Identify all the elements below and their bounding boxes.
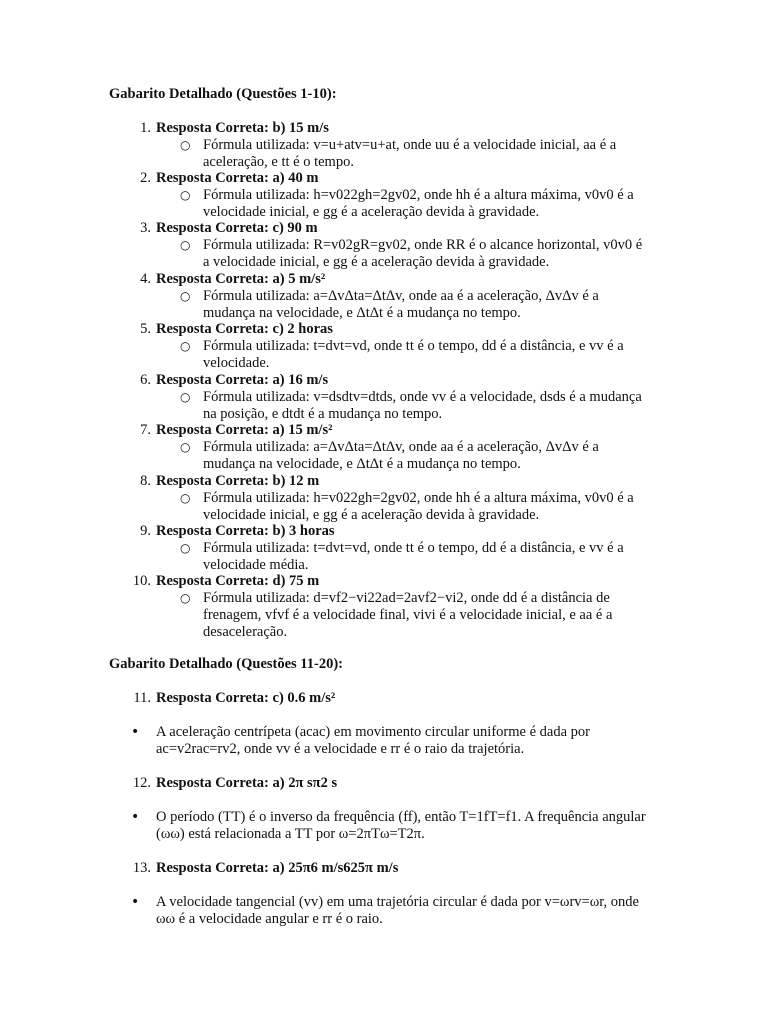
circle-bullet-icon: ○: [180, 440, 191, 454]
dot-bullet-icon: •: [131, 894, 140, 910]
item-number: 10.: [132, 573, 151, 589]
detail: [180, 137, 650, 171]
circle-bullet-icon: ○: [180, 390, 191, 404]
item-number: 11.: [133, 690, 151, 706]
section-heading-2: Gabarito Detalhado (Questões 11-20):: [109, 656, 343, 672]
circle-bullet-icon: ○: [180, 188, 191, 202]
detail-text: Fórmula utilizada: a=ΔvΔta=ΔtΔv, onde aa é a aceleração, ΔvΔv é a mudança na velocidade, e ΔtΔt é a mudança no tempo.: [203, 439, 599, 472]
bullet-text: O período (TT) é o inverso da frequência (ff), então T=1fT=f1. A frequência angular (ωω) está relacionada a TT por ω=2πTω=T2π.: [156, 809, 646, 842]
detail-text: Fórmula utilizada: d=vf2−vi22ad=2avf2−vi2, onde dd é a distância de frenagem, vfvf é a velocidade final, vivi é a velocidade inicial, e aa é a desaceleração.: [203, 590, 613, 640]
detail: [180, 288, 650, 322]
detail-text: Fórmula utilizada: a=ΔvΔta=ΔtΔv, onde aa é a aceleração, ΔvΔv é a mudança na velocidade, e ΔtΔt é a mudança no tempo.: [203, 288, 599, 321]
detail-text: Fórmula utilizada: h=v022gh=2gv02, onde hh é a altura máxima, v0v0 é a velocidade inicial, e gg é a aceleração devida à gravidade.: [203, 490, 634, 523]
answer-label: Resposta Correta: a) 40 m: [156, 170, 319, 186]
answer-label: Resposta Correta: b) 15 m/s: [156, 120, 329, 136]
circle-bullet-icon: ○: [180, 138, 191, 152]
detail: [180, 237, 650, 271]
detail-text: Fórmula utilizada: R=v02gR=gv02, onde RR é o alcance horizontal, v0v0 é a velocidade inicial, e gg é a aceleração devida à gravidade.: [203, 237, 643, 270]
item-number: 13.: [132, 860, 151, 876]
detail-text: Fórmula utilizada: t=dvt=vd, onde tt é o tempo, dd é a distância, e vv é a velocidade.: [203, 338, 624, 371]
answer-label: Resposta Correta: c) 2 horas: [156, 321, 333, 337]
item-number: 3.: [140, 220, 151, 236]
circle-bullet-icon: ○: [180, 591, 191, 605]
circle-bullet-icon: ○: [180, 339, 191, 353]
item-number: 9.: [140, 523, 151, 539]
detail-text: Fórmula utilizada: v=dsdtv=dtds, onde vv é a velocidade, dsds é a mudança na posição, e dtdt é a mudança no tempo.: [203, 389, 642, 422]
item-number: 2.: [140, 170, 151, 186]
detail: [180, 540, 650, 574]
answer-label: Resposta Correta: b) 12 m: [156, 473, 320, 489]
item-number: 12.: [132, 775, 151, 791]
circle-bullet-icon: ○: [180, 238, 191, 252]
item-number: 6.: [140, 372, 151, 388]
detail: [180, 439, 650, 473]
answer-label: Resposta Correta: a) 25π6 m/s625π m/s: [156, 860, 399, 876]
detail-text: Fórmula utilizada: h=v022gh=2gv02, onde hh é a altura máxima, v0v0 é a velocidade inicial, e gg é a aceleração devida à gravidade.: [203, 187, 634, 220]
detail-text: Fórmula utilizada: v=u+atv=u+at, onde uu é a velocidade inicial, aa é a aceleração, e tt é o tempo.: [203, 137, 617, 170]
circle-bullet-icon: ○: [180, 491, 191, 505]
detail: [180, 389, 650, 423]
item-number: 7.: [140, 422, 151, 438]
circle-bullet-icon: ○: [180, 541, 191, 555]
answer-label: Resposta Correta: a) 15 m/s²: [156, 422, 333, 438]
answer-label: Resposta Correta: a) 2π sπ2 s: [156, 775, 338, 791]
item-number: 1.: [140, 120, 151, 136]
detail: [180, 338, 650, 372]
detail: [180, 187, 650, 221]
answer-label: Resposta Correta: a) 16 m/s: [156, 372, 329, 388]
answer-label: Resposta Correta: c) 0.6 m/s²: [156, 690, 336, 706]
dot-bullet-icon: •: [131, 809, 140, 825]
answer-label: Resposta Correta: a) 5 m/s²: [156, 271, 326, 287]
item-number: 5.: [140, 321, 151, 337]
detail: [180, 490, 650, 524]
section-heading-1: Gabarito Detalhado (Questões 1-10):: [109, 86, 337, 102]
circle-bullet-icon: ○: [180, 289, 191, 303]
answer-label: Resposta Correta: c) 90 m: [156, 220, 318, 236]
bullet-text: A aceleração centrípeta (acac) em movimento circular uniforme é dada por ac=v2rac=rv2, onde vv é a velocidade e rr é o raio da trajetória.: [156, 724, 590, 757]
answer-label: Resposta Correta: b) 3 horas: [156, 523, 335, 539]
item-number: 4.: [140, 271, 151, 287]
bullet-text: A velocidade tangencial (vv) em uma trajetória circular é dada por v=ωrv=ωr, onde ωω é a velocidade angular e rr é o raio.: [156, 894, 639, 927]
detail: [180, 590, 650, 641]
dot-bullet-icon: •: [131, 724, 140, 740]
detail-text: Fórmula utilizada: t=dvt=vd, onde tt é o tempo, dd é a distância, e vv é a velocidade média.: [203, 540, 624, 573]
answer-label: Resposta Correta: d) 75 m: [156, 573, 320, 589]
item-number: 8.: [140, 473, 151, 489]
